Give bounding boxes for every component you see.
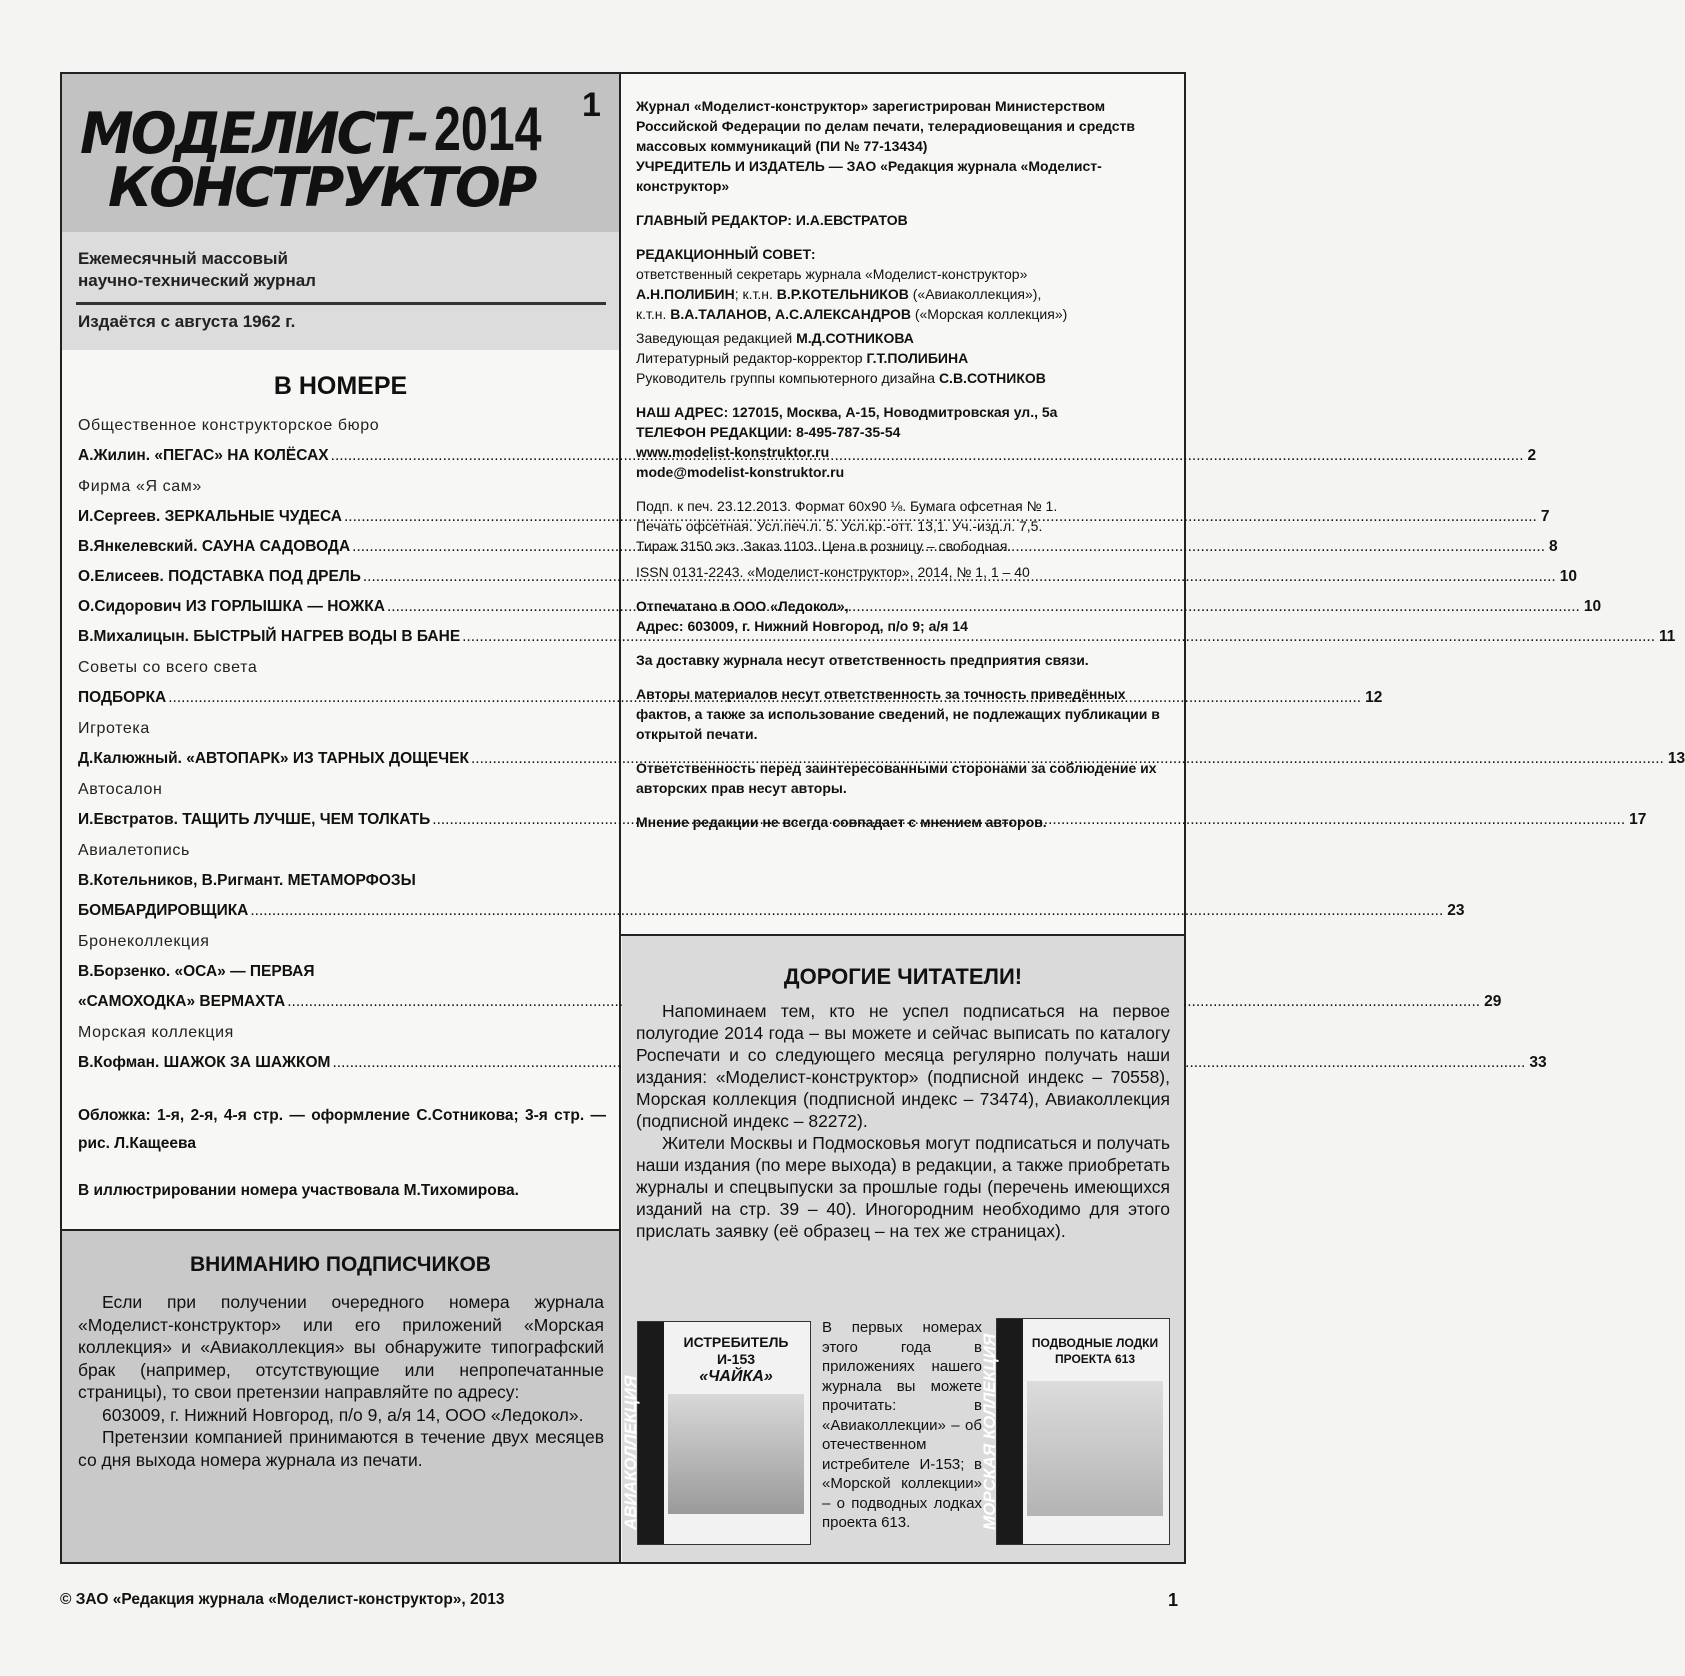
supplement-note: В первых номерах этого года в приложениях нашего журнала вы можете прочитать: в «Авиаколлекции» – об отечественном истребителе И-153; в «Морской коллекции» – о подводных лодках проекта 613. — [822, 1319, 982, 1531]
toc-entry[interactable]: И.Сергеев. ЗЕРКАЛЬНЫЕ ЧУДЕСА ..... 7 — [78, 502, 606, 532]
print-details-3: Тираж 3150 экз. Заказ 1103. Цена в розницу – свободная. — [636, 538, 1012, 554]
cover-credit: Обложка: 1-я, 2-я, 4-я стр. — оформление С.Сотникова; 3-я стр. — рис. Л.Кащеева — [78, 1107, 606, 1152]
subscribers-heading: ВНИМАНИЮ ПОДПИСЧИКОВ — [190, 1253, 491, 1276]
subscribers-text: Если при получении очередного номера журнала «Моделист-конструктор» или его приложений «Морская коллекция» и «Авиаколлекция» вы обнаружите типографский брак (например, отсутствующие или непропечатанные страницы), то свои претензии направляйте по адресу: 603009, г. Нижний Новгород, п/о 9, а/я 14, ООО «Ледокол». Претензии компанией принимаются в течение двух месяцев со дня выхода номера журнала из печати. — [78, 1292, 604, 1470]
copyright: © ЗАО «Редакция журнала «Моделист-конструктор», 2013 — [60, 1591, 505, 1608]
toc-entry[interactable]: «САМОХОДКА» ВЕРМАХТА ..... 29 — [78, 987, 606, 1017]
address: НАШ АДРЕС: 127015, Москва, А-15, Новодмитровская ул., 5а — [636, 404, 1058, 420]
toc-entry[interactable]: И.Евстратов. ТАЩИТЬ ЛУЧШЕ, ЧЕМ ТОЛКАТЬ ..... 17 — [78, 805, 606, 835]
toc-entry[interactable]: В.Янкелевский. САУНА САДОВОДА ..... 8 — [78, 532, 606, 562]
readers-text: Напоминаем тем, кто не успел подписаться на первое полугодие 2014 года – вы можете и сейчас выписать по каталогу Роспечати и со следующего месяца регулярно получать наши издания: «Моделист-конструктор» (подписной индекс – 70558), Морская коллекция (подписной индекс – 73474), Авиаколлекция (подписной индекс – 82272). Жители Москвы и Подмосковья могут подписаться и получать наши издания (по мере выхода) в редакции, а также приобретать журналы и спецвыпуски за прошлые годы (перечень имеющихся изданий на стр. 39 – 40). Иногородним необходимо для этого прислать заявку (её образец – на тех же страницах). — [636, 1001, 1170, 1241]
page-number: 1 — [1168, 1590, 1179, 1610]
naval-collection-cover: МОРСКАЯ КОЛЛЕКЦИЯ ПОДВОДНЫЕ ЛОДКИ ПРОЕКТА 613 — [996, 1318, 1170, 1545]
founder: УЧРЕДИТЕЛЬ И ИЗДАТЕЛЬ — ЗАО «Редакция журнала «Моделист-конструктор» — [636, 158, 1102, 194]
email-link[interactable]: mode@modelist-konstruktor.ru — [636, 464, 845, 480]
issue-year: 2014 — [434, 95, 542, 164]
opinion-note: Мнение редакции не всегда совпадает с мнением авторов. — [636, 814, 1047, 830]
print-details-2: Печать офсетная. Усл.печ.л. 5. Усл.кр.-отт. 13,1. Уч.-изд.л. 7,5. — [636, 518, 1043, 534]
journal-subtitle: Ежемесячный массовый научно-технический журнал — [78, 249, 316, 290]
toc-section: Игротека — [78, 720, 150, 737]
board-title: РЕДАКЦИОННЫЙ СОВЕТ: — [636, 246, 816, 262]
biplane-photo — [668, 1394, 804, 1514]
printed-by: Отпечатано в ООО «Ледокол», — [636, 598, 849, 614]
toc-entry[interactable]: ПОДБОРКА ..... 12 — [78, 683, 606, 713]
website-link[interactable]: www.modelist-konstruktor.ru — [636, 444, 830, 460]
toc-entry-line[interactable]: В.Борзенко. «ОСА» — ПЕРВАЯ — [78, 963, 315, 980]
toc-entry-line[interactable]: В.Котельников, В.Ригмант. МЕТАМОРФОЗЫ — [78, 872, 416, 889]
logo-line-1: МОДЕЛИСТ- — [80, 100, 427, 167]
delivery-note: За доставку журнала несут ответственность предприятия связи. — [636, 652, 1089, 668]
toc-entry[interactable]: БОМБАРДИРОВЩИКА ..... 23 — [78, 896, 606, 926]
readers-heading: ДОРОГИЕ ЧИТАТЕЛИ! — [783, 964, 1023, 989]
board-line-1: ответственный секретарь журнала «Моделист-конструктор» — [636, 266, 1028, 282]
illustration-credit: В иллюстрировании номера участвовала М.Тихомирова. — [78, 1182, 519, 1199]
issn: ISSN 0131-2243. «Моделист-конструктор», 2014, № 1, 1 – 40 — [636, 564, 1030, 580]
toc-section: Фирма «Я сам» — [78, 478, 202, 495]
masthead — [62, 74, 619, 232]
board-line-2: А.Н.ПОЛИБИН; к.т.н. В.Р.КОТЕЛЬНИКОВ («Авиаколлекция»), — [636, 286, 1042, 302]
subtitle-rule — [76, 302, 606, 305]
chief-editor: ГЛАВНЫЙ РЕДАКТОР: И.А.ЕВСТРАТОВ — [636, 212, 908, 228]
staff-line-3: Руководитель группы компьютерного дизайна С.В.СОТНИКОВ — [636, 370, 1046, 386]
logo-line-2: КОНСТРУКТОР — [108, 156, 535, 219]
issue-number: 1 — [582, 86, 601, 124]
toc-section: Бронеколлекция — [78, 933, 210, 950]
rights-note: Ответственность перед заинтересованными сторонами за соблюдение их авторских прав несут авторы. — [636, 760, 1157, 796]
submarine-photo — [1027, 1381, 1163, 1516]
toc-heading: В НОМЕРЕ — [273, 372, 408, 400]
staff-line-1: Заведующая редакцией М.Д.СОТНИКОВА — [636, 330, 914, 346]
registration: Журнал «Моделист-конструктор» зарегистрирован Министерством Российской Федерации по делам печати, телерадиовещания и средств массовых коммуникаций (ПИ № 77-13434) — [636, 98, 1135, 154]
toc-entry[interactable]: В.Кофман. ШАЖОК ЗА ШАЖКОМ ..... 33 — [78, 1048, 606, 1078]
published-since: Издаётся с августа 1962 г. — [78, 312, 296, 331]
toc-entry[interactable]: О.Сидорович ИЗ ГОРЛЫШКА — НОЖКА ..... 10 — [78, 592, 606, 622]
aviacollection-cover: АВИАКОЛЛЕКЦИЯ ИСТРЕБИТЕЛЬ И-153 «ЧАЙКА» — [637, 1321, 811, 1545]
subscribers-box — [62, 1231, 619, 1562]
toc-section: Авиалетопись — [78, 842, 190, 859]
toc-section: Морская коллекция — [78, 1024, 234, 1041]
toc-entry[interactable]: Д.Калюжный. «АВТОПАРК» ИЗ ТАРНЫХ ДОЩЕЧЕК ..... 13 — [78, 744, 606, 774]
toc-section: Автосалон — [78, 781, 163, 798]
toc-entry[interactable]: О.Елисеев. ПОДСТАВКА ПОД ДРЕЛЬ ..... 10 — [78, 562, 606, 592]
toc-section: Советы со всего света — [78, 659, 258, 676]
board-line-3: к.т.н. В.А.ТАЛАНОВ, А.С.АЛЕКСАНДРОВ («Морская коллекция») — [636, 306, 1068, 322]
phone: ТЕЛЕФОН РЕДАКЦИИ: 8-495-787-35-54 — [636, 424, 901, 440]
imprint-block — [636, 96, 1170, 832]
toc-section: Общественное конструкторское бюро — [78, 417, 380, 434]
staff-line-2: Литературный редактор-корректор Г.Т.ПОЛИБИНА — [636, 350, 969, 366]
printer-address: Адрес: 603009, г. Нижний Новгород, п/о 9; а/я 14 — [636, 618, 968, 634]
toc-entry[interactable]: А.Жилин. «ПЕГАС» НА КОЛЁСАХ ..... 2 — [78, 441, 606, 471]
authors-note: Авторы материалов несут ответственность за точность приведённых фактов, а также за использование сведений, не подлежащих публикации в открытой печати. — [636, 686, 1160, 742]
print-details-1: Подп. к печ. 23.12.2013. Формат 60х90 ⅛. Бумага офсетная № 1. — [636, 498, 1058, 514]
toc-entry[interactable]: В.Михалицын. БЫСТРЫЙ НАГРЕВ ВОДЫ В БАНЕ ..... 11 — [78, 622, 606, 652]
